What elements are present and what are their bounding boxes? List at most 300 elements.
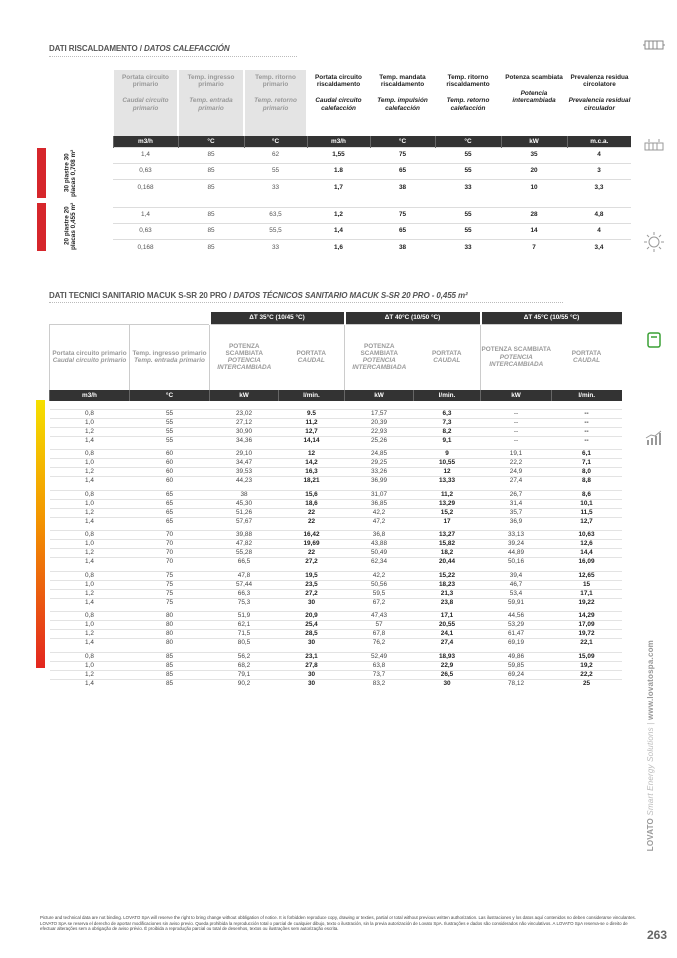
table-cell: 47,2	[345, 517, 414, 526]
heat-pump-icon[interactable]	[640, 138, 668, 155]
table-cell: 80	[130, 639, 210, 648]
table-cell: 1,0	[50, 621, 130, 630]
table-cell: 65	[130, 490, 210, 499]
table-cell: 26,7	[481, 490, 552, 499]
units-row	[113, 136, 631, 147]
table-cell: 75,3	[210, 598, 279, 607]
header-it: Prevalenza residua circolatore	[570, 74, 629, 89]
section1-title-es: DATOS CALEFACCIÓN	[143, 44, 230, 53]
table-cell: 13,33	[414, 477, 481, 486]
group-bar-30	[37, 148, 46, 198]
table-cell: 38	[210, 490, 279, 499]
unit-cell: l/min.	[414, 390, 481, 401]
table-cell: 70	[130, 531, 210, 540]
header-es: Prevalencia residual circulador	[568, 97, 631, 112]
group-label-20: 20 piastre 20 placas 0,455 m²	[63, 202, 77, 250]
footer-disclaimer: Picture and technical data are not binding. LOVATO SpA will reserve the right to bring change without obbligation of notice. It is forbidden reproduce copy, drawing or texties, partial or total without previous written authorization. Las ilustraciones y los datos aquí contenidos no deben considerarse vinculantes. LOVATO SpA se reserva el derecho de aportar modificaciones sin aviso previo. Queda prohibida la reproducción total o parcial de cualquier dibujo, texto o ilustración, sin la previa autorización de Lovato SpA. Ilustrações e dados são considerados não vinculativos. A LOVATO SpA reserva-se o direito de efectuar alterações sem a obrigação de aviso prévio. É proibida a reprodução parcial ou total de desenhos, textos ou ilustrações sem autorização escrita.	[40, 915, 636, 932]
unit-cell: °C	[370, 136, 435, 147]
table-cell: 0,168	[113, 239, 178, 255]
tablet-icon[interactable]	[640, 332, 668, 351]
header-cell	[50, 324, 130, 390]
unit-cell: m3/h	[113, 136, 178, 147]
table-cell: 25	[552, 679, 622, 688]
table-cell: 70	[130, 540, 210, 549]
table-cell: 22,2	[552, 670, 622, 679]
table-cell: 19,72	[552, 630, 622, 639]
header-cell	[345, 324, 414, 390]
table-cell: 78,12	[481, 679, 552, 688]
table-cell: 30	[279, 639, 345, 648]
table-cell: 75	[130, 598, 210, 607]
table-cell: 75	[130, 580, 210, 589]
table-cell: 11,2	[279, 418, 345, 427]
table-cell: 30,90	[210, 427, 279, 436]
table-cell: 17,1	[414, 612, 481, 621]
header-es: CAUDAL	[433, 357, 461, 365]
table-cell: 44,23	[210, 477, 279, 486]
section2-title-it: DATI TECNICI SANITARIO MACUK S-SR 20 PRO	[49, 291, 227, 300]
table-row	[50, 679, 622, 688]
table-cell: 83,2	[345, 679, 414, 688]
table-cell: 22,2	[481, 459, 552, 468]
spacer-row	[50, 401, 622, 409]
table-cell: 59,5	[345, 589, 414, 598]
table-cell: 55	[435, 163, 501, 179]
table-cell: 55,28	[210, 549, 279, 558]
table-cell: 70	[130, 558, 210, 567]
table-cell: 10	[501, 179, 567, 195]
brand-vertical: LOVATO Smart Energy Solutions | www.lovatospa.com	[646, 640, 655, 852]
table-cell: 1,55	[307, 147, 370, 163]
page-number: 263	[647, 928, 668, 942]
header-cell	[244, 70, 307, 136]
table-cell: 20,39	[345, 418, 414, 427]
table-cell: 34,47	[210, 459, 279, 468]
group-label-30: 30 piastre 30 placas 0,708 m²	[63, 149, 77, 197]
table-row	[50, 652, 622, 661]
unit-cell: kW	[345, 390, 414, 401]
table-cell: 85	[130, 652, 210, 661]
delta-header: ΔT 40°C (10/50 °C)	[345, 312, 481, 324]
table-cell: --	[481, 427, 552, 436]
header-es: CAUDAL	[297, 357, 325, 365]
header-it: PORTATA	[296, 350, 326, 358]
table-cell: 60	[130, 450, 210, 459]
table-cell: 85	[130, 661, 210, 670]
table-cell: 16,3	[279, 468, 345, 477]
table-cell: 1,4	[113, 207, 178, 223]
table-cell: 23,02	[210, 409, 279, 418]
table-cell: 44,56	[481, 612, 552, 621]
header-cell	[210, 324, 279, 390]
table-cell: 1,7	[307, 179, 370, 195]
table-cell: 0,8	[50, 490, 130, 499]
header-cell	[501, 70, 567, 136]
table-cell: 66,3	[210, 589, 279, 598]
table-cell: 33	[435, 179, 501, 195]
table-cell: 11,2	[414, 490, 481, 499]
table-row	[50, 418, 622, 427]
table-cell: 66,5	[210, 558, 279, 567]
empty-cell	[50, 312, 210, 324]
table-cell: 8,0	[552, 468, 622, 477]
table-cell: 51,9	[210, 612, 279, 621]
table-cell: 1,0	[50, 580, 130, 589]
table-cell: 27,8	[279, 661, 345, 670]
divider	[49, 302, 563, 303]
table-cell: 80,5	[210, 639, 279, 648]
table-cell: 12	[279, 450, 345, 459]
table-cell: 1.8	[307, 163, 370, 179]
header-it: PORTATA	[571, 350, 602, 358]
table-cell: 57	[345, 621, 414, 630]
table-cell: 20	[501, 163, 567, 179]
table-cell: 63,5	[244, 207, 307, 223]
header-it: Temp. ritorno primario	[255, 74, 296, 89]
table-cell: 6,1	[552, 450, 622, 459]
table-cell: --	[552, 427, 622, 436]
table-cell: 28	[501, 207, 567, 223]
table-cell: 75	[370, 207, 435, 223]
table-cell: 15,09	[552, 652, 622, 661]
table-cell: 24,1	[414, 630, 481, 639]
header-es: Temp. entrada primario	[189, 97, 233, 112]
table-cell: 79,1	[210, 670, 279, 679]
table-cell: 85	[178, 223, 244, 239]
table-cell: 39,24	[481, 540, 552, 549]
table-cell: 85	[178, 179, 244, 195]
table-cell: 12,7	[552, 517, 622, 526]
table-cell: 23,1	[279, 652, 345, 661]
header-it: Potenza scambiata	[505, 74, 563, 81]
table-cell: 75	[370, 147, 435, 163]
table-cell: 80	[130, 621, 210, 630]
table-cell: 30	[414, 679, 481, 688]
table-cell: 15,22	[414, 571, 481, 580]
table-row	[50, 630, 622, 639]
table-cell: 19,22	[552, 598, 622, 607]
table-row	[113, 179, 631, 195]
table-cell: 12,6	[552, 540, 622, 549]
table-cell: 1,0	[50, 661, 130, 670]
table-cell: 38	[370, 179, 435, 195]
table-cell: 36,8	[345, 531, 414, 540]
table-cell: 43,88	[345, 540, 414, 549]
header-cell	[414, 324, 481, 390]
table-cell: 85	[178, 207, 244, 223]
table-cell: 55	[130, 409, 210, 418]
table-cell: 67,2	[345, 598, 414, 607]
table-cell: 17,1	[552, 589, 622, 598]
table-row	[50, 661, 622, 670]
table-cell: 85	[178, 239, 244, 255]
table-cell: 29,25	[345, 459, 414, 468]
header-es: Caudal circuito calefacción	[315, 97, 362, 112]
table-cell: 0,8	[50, 409, 130, 418]
table-cell: 59,85	[481, 661, 552, 670]
table-cell: 1,0	[50, 499, 130, 508]
table-cell: 14	[501, 223, 567, 239]
table-cell: 63,8	[345, 661, 414, 670]
table-cell: 25,26	[345, 436, 414, 445]
table-cell: 30	[279, 598, 345, 607]
table-cell: 8,8	[552, 477, 622, 486]
table-cell: 44,89	[481, 549, 552, 558]
table-row	[50, 499, 622, 508]
table-row	[113, 163, 631, 179]
table-cell: 28,5	[279, 630, 345, 639]
table-cell: 39,88	[210, 531, 279, 540]
table-cell: 30	[279, 670, 345, 679]
header-cell	[130, 324, 210, 390]
table-cell: 85	[178, 147, 244, 163]
table-cell: 17,57	[345, 409, 414, 418]
table-row	[50, 450, 622, 459]
header-it: Portata circuito primario	[52, 350, 127, 358]
table-cell: 33	[435, 239, 501, 255]
table-cell: 47,8	[210, 571, 279, 580]
table-cell: 19,5	[279, 571, 345, 580]
table-cell: 1,2	[50, 549, 130, 558]
table-cell: 50,56	[345, 580, 414, 589]
header-cell	[178, 70, 244, 136]
header-it: Portata circuito primario	[122, 74, 169, 89]
table-cell: 1,6	[307, 239, 370, 255]
table-cell: 55	[435, 223, 501, 239]
table-cell: 27,2	[279, 589, 345, 598]
table-cell: 60	[130, 459, 210, 468]
table-cell: 73,7	[345, 670, 414, 679]
sanitary-table	[49, 312, 622, 688]
table-row	[50, 531, 622, 540]
table-cell: 19,2	[552, 661, 622, 670]
table-cell: --	[481, 436, 552, 445]
unit-cell: °C	[178, 136, 244, 147]
header-es: POTENCIA INTERCAMBIADA	[217, 357, 272, 372]
table-cell: 55	[130, 418, 210, 427]
header-row	[113, 70, 631, 136]
table-cell: 69,24	[481, 670, 552, 679]
table-cell: 14,29	[552, 612, 622, 621]
header-cell	[370, 70, 435, 136]
table-cell: 34,36	[210, 436, 279, 445]
table-cell: 75	[130, 589, 210, 598]
delta-row	[50, 312, 622, 324]
table-cell: 27,4	[481, 477, 552, 486]
delta-header: ΔT 45°C (10/55 °C)	[481, 312, 622, 324]
table-cell: 1,2	[307, 207, 370, 223]
table-cell: 55	[244, 163, 307, 179]
table-cell: 0,8	[50, 531, 130, 540]
table-row	[113, 223, 631, 239]
table-row	[50, 670, 622, 679]
table-row	[113, 147, 631, 163]
table-cell: 18,93	[414, 652, 481, 661]
header-it: PORTATA	[432, 350, 462, 358]
radiator-icon[interactable]	[640, 38, 668, 55]
table-cell: 4	[567, 223, 631, 239]
table-cell: 0,8	[50, 571, 130, 580]
table-cell: 0,8	[50, 450, 130, 459]
table-cell: 18,23	[414, 580, 481, 589]
table-cell: 1,4	[50, 558, 130, 567]
brand-tagline: Smart Energy Solutions	[646, 727, 655, 816]
table-row	[50, 459, 622, 468]
table-row	[50, 549, 622, 558]
header-es: CAUDAL	[573, 357, 600, 365]
table-cell: 14,4	[552, 549, 622, 558]
table-cell: 39,53	[210, 468, 279, 477]
table-cell: 14,2	[279, 459, 345, 468]
table-cell: 1,4	[50, 598, 130, 607]
table-row	[50, 589, 622, 598]
table-cell: 13,27	[414, 531, 481, 540]
table-cell: 12,65	[552, 571, 622, 580]
table-cell: 35	[501, 147, 567, 163]
units-row	[50, 390, 622, 401]
table-cell: 16,09	[552, 558, 622, 567]
table-row	[50, 621, 622, 630]
header-es: Caudal circuito primario	[122, 97, 169, 112]
table-cell: 55	[130, 436, 210, 445]
chart-icon[interactable]	[640, 430, 668, 449]
table-row	[50, 598, 622, 607]
header-es: Caudal circuito primario	[52, 357, 127, 365]
brand-url: www.lovatospa.com	[646, 640, 655, 721]
unit-cell: l/min.	[552, 390, 622, 401]
header-it: Portata circuito riscaldamento	[315, 74, 362, 89]
table-cell: 62,1	[210, 621, 279, 630]
table-cell: 9	[414, 450, 481, 459]
table-cell: 0,8	[50, 652, 130, 661]
table-row	[113, 239, 631, 255]
table-cell: 12	[414, 468, 481, 477]
table-cell: 15,82	[414, 540, 481, 549]
spacer-row	[113, 195, 631, 207]
table-row	[50, 540, 622, 549]
table-cell: 80	[130, 612, 210, 621]
table-cell: 36,9	[481, 517, 552, 526]
table-cell: 7,1	[552, 459, 622, 468]
section2-title: DATI TECNICI SANITARIO MACUK S-SR 20 PRO / DATOS TÉCNICOS SANITARIO MACUK S-SR 20 PRO - 0,455 m²	[49, 291, 468, 300]
table-cell: 18,2	[414, 549, 481, 558]
table-cell: 24,9	[481, 468, 552, 477]
table-cell: 8,6	[552, 490, 622, 499]
header-cell	[435, 70, 501, 136]
table-cell: 9,1	[414, 436, 481, 445]
table-cell: 20,44	[414, 558, 481, 567]
table-cell: 56,2	[210, 652, 279, 661]
temperature-gradient-bar	[36, 400, 45, 668]
table-cell: 13,29	[414, 499, 481, 508]
table-cell: 18,6	[279, 499, 345, 508]
header-cell	[567, 70, 631, 136]
table-cell: 20,55	[414, 621, 481, 630]
table-cell: 1,4	[50, 679, 130, 688]
table-cell: 31,07	[345, 490, 414, 499]
table-cell: 55	[130, 427, 210, 436]
header-cell	[552, 324, 622, 390]
unit-cell: kW	[501, 136, 567, 147]
table-row	[113, 207, 631, 223]
table-cell: 24,85	[345, 450, 414, 459]
table-cell: 80	[130, 630, 210, 639]
header-es: Temp. entrada primario	[134, 357, 205, 365]
table-cell: 0,8	[50, 612, 130, 621]
table-cell: 1,0	[50, 418, 130, 427]
table-cell: 19,1	[481, 450, 552, 459]
table-cell: 14,14	[279, 436, 345, 445]
table-cell: 12,7	[279, 427, 345, 436]
table-row	[50, 571, 622, 580]
table-cell: 7	[501, 239, 567, 255]
unit-cell: kW	[481, 390, 552, 401]
table-cell: 39,4	[481, 571, 552, 580]
unit-cell: °C	[435, 136, 501, 147]
table-cell: 47,43	[345, 612, 414, 621]
table-cell: 55	[435, 207, 501, 223]
header-es: Temp. retorno primario	[254, 97, 297, 112]
sun-icon[interactable]	[640, 232, 668, 255]
table-cell: 15,6	[279, 490, 345, 499]
table-cell: 1,2	[50, 630, 130, 639]
table-cell: 60	[130, 468, 210, 477]
header-row	[50, 324, 622, 390]
table-cell: 50,16	[481, 558, 552, 567]
table-cell: 15	[552, 580, 622, 589]
table-cell: 1,4	[50, 436, 130, 445]
table-cell: 27,4	[414, 639, 481, 648]
table-cell: 49,86	[481, 652, 552, 661]
table-cell: 62	[244, 147, 307, 163]
table-row	[50, 468, 622, 477]
table-cell: 1,2	[50, 508, 130, 517]
table-cell: --	[552, 409, 622, 418]
table-cell: 6,3	[414, 409, 481, 418]
table-cell: 10,63	[552, 531, 622, 540]
unit-cell: m3/h	[50, 390, 130, 401]
unit-cell: m.c.a.	[567, 136, 631, 147]
table-cell: 4,8	[567, 207, 631, 223]
table-cell: 35,7	[481, 508, 552, 517]
section2-title-es: DATOS TÉCNICOS SANITARIO MACUK S-SR 20 PRO - 0,455 m²	[233, 291, 468, 300]
table-cell: 19,69	[279, 540, 345, 549]
unit-cell: m3/h	[307, 136, 370, 147]
table-cell: 0,168	[113, 179, 178, 195]
table-cell: 22,1	[552, 639, 622, 648]
table-row	[50, 612, 622, 621]
header-es: Temp. impulsión calefacción	[377, 97, 428, 112]
table-cell: 90,2	[210, 679, 279, 688]
table-cell: 65	[130, 517, 210, 526]
group-bar-20	[37, 203, 46, 251]
table-cell: 22,93	[345, 427, 414, 436]
header-it: POTENZA SCAMBIATA	[225, 342, 263, 358]
divider	[49, 56, 297, 57]
table-cell: 45,30	[210, 499, 279, 508]
table-cell: 18,21	[279, 477, 345, 486]
table-cell: 1,4	[307, 223, 370, 239]
spacer-cell	[113, 195, 631, 207]
table-cell: 46,7	[481, 580, 552, 589]
table-cell: 29,10	[210, 450, 279, 459]
table-cell: 33,13	[481, 531, 552, 540]
table-cell: 27,2	[279, 558, 345, 567]
table-cell: 3,4	[567, 239, 631, 255]
table-cell: 9.5	[279, 409, 345, 418]
table-cell: 67,8	[345, 630, 414, 639]
table-cell: 65	[370, 223, 435, 239]
